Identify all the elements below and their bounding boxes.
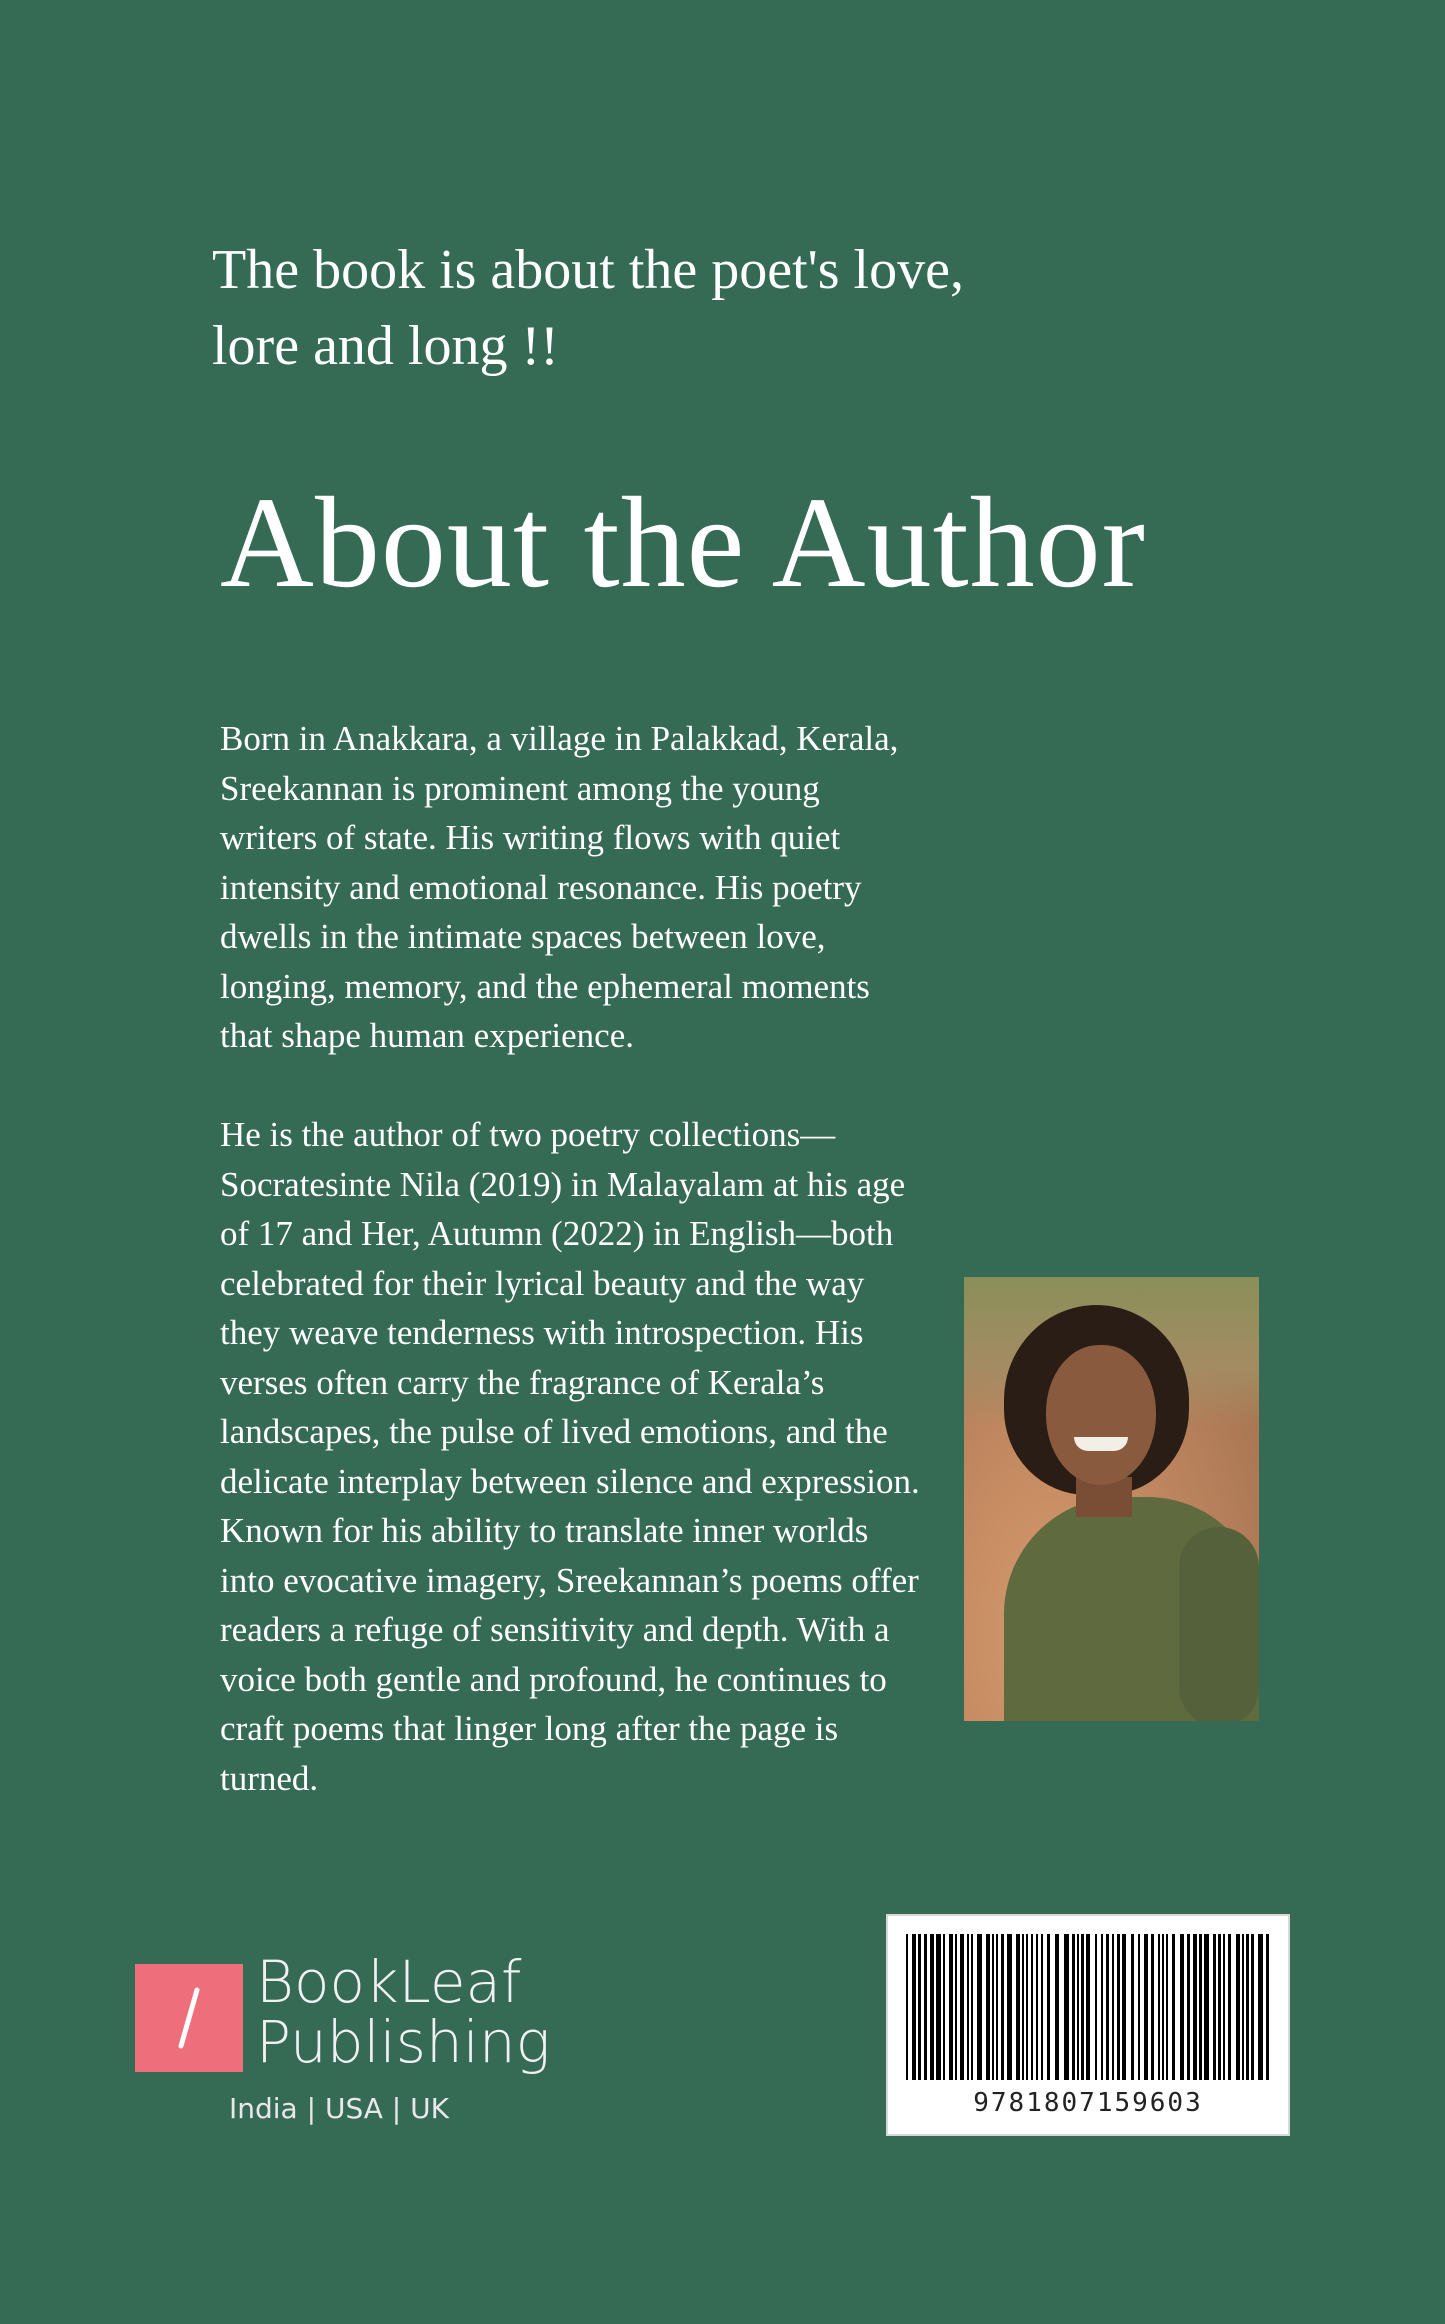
slash-icon [135,1964,243,2072]
publisher-regions: India | USA | UK [229,2092,449,2125]
tagline-line-2: lore and long !! [212,315,559,377]
publisher-name-line-2: Publishing [256,2008,551,2076]
publisher-name [256,1948,551,2076]
publisher-name-line-1: BookLeaf [256,1948,522,2016]
barcode-bars [906,1934,1274,2080]
author-bio [220,714,920,1853]
isbn-barcode [886,1914,1290,2136]
publisher-logo-mark [135,1964,243,2072]
tagline-line-1: The book is about the poet's love, [212,239,964,301]
about-heading: About the Author [220,471,1146,615]
tagline [212,232,1112,384]
bio-paragraph-2: He is the author of two poetry collections—Socratesinte Nila (2019) in Malayalam at his age of 17 and Her, Autumn (2022) in English—both celebrated for their lyrical beauty and the way they weave tenderness with introspection. His verses often carry the fragrance of Kerala’s landscapes, the pulse of lived emotions, and the delicate interplay between silence and expression. Known for his ability to translate inner worlds into evocative imagery, Sreekannan’s poems offer readers a refuge of sensitivity and depth. With a voice both gentle and profound, he continues to craft poems that linger long after the page is turned. [220,1115,920,1798]
bio-paragraph-1: Born in Anakkara, a village in Palakkad, Kerala, Sreekannan is prominent among the young writers of state. His writing flows with quiet intensity and emotional resonance. His poetry dwells in the intimate spaces between love, longing, memory, and the ephemeral moments that shape human experience. [220,719,899,1055]
isbn-number: 9781807159603 [973,2088,1203,2118]
author-photo [964,1277,1259,1721]
